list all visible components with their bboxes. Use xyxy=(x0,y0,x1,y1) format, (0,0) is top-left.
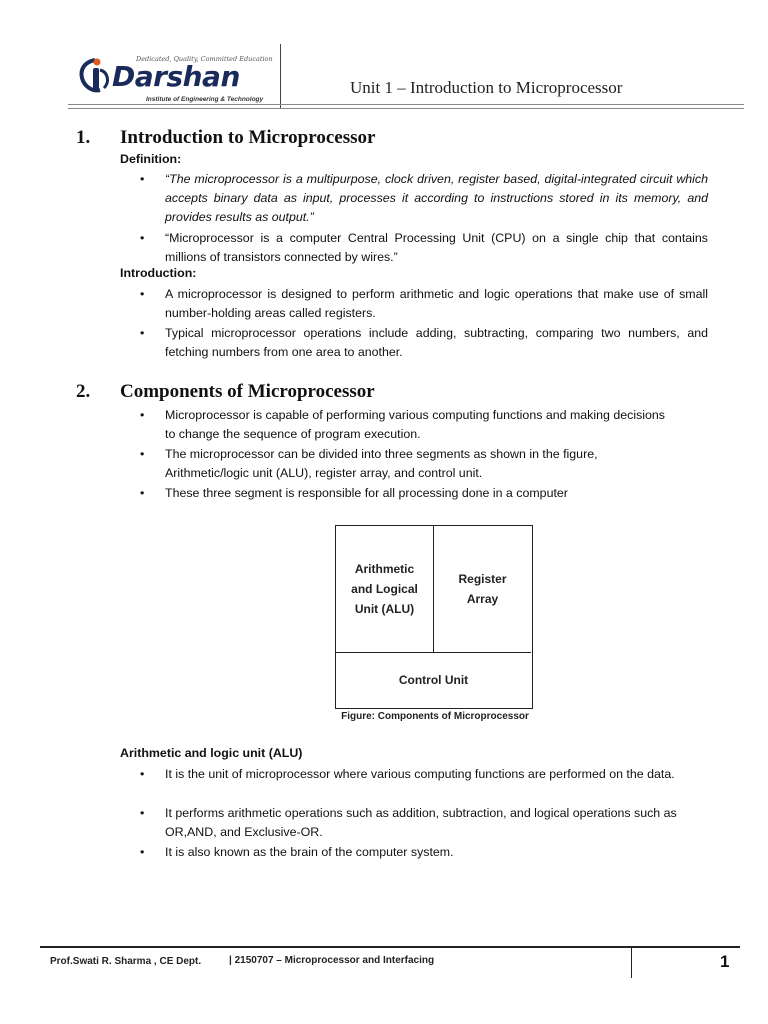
list-item-text: A microprocessor is designed to perform arithmetic and logic operations that make use of small number-holding areas called registers. xyxy=(165,287,708,320)
diagram-block-control-unit xyxy=(336,653,531,707)
bullet-icon: • xyxy=(140,845,145,859)
footer-rule xyxy=(40,946,740,948)
bullet-icon: • xyxy=(140,172,145,186)
section-heading-2 xyxy=(76,381,375,403)
section-title: Introduction to Microprocessor xyxy=(120,127,376,148)
page-header xyxy=(68,44,744,108)
list-item-text: These three segment is responsible for all processing done in a computer xyxy=(165,486,568,500)
list-item-text: The microprocessor can be divided into three segments as shown in the figure, Arithmetic/logic unit (ALU), register array, and control unit. xyxy=(165,447,598,480)
logo-subtitle: Institute of Engineering & Technology xyxy=(146,96,264,103)
bullet-icon: • xyxy=(140,287,145,301)
logo-name: Darshan xyxy=(112,60,240,93)
alu-heading: Arithmetic and logic unit (ALU) xyxy=(120,746,303,760)
list-item-text: Typical microprocessor operations include adding, subtracting, comparing two numbers, and fetching numbers from one area to another. xyxy=(165,326,708,359)
section-title: Components of Microprocessor xyxy=(120,381,375,402)
list-item-text: “Microprocessor is a computer Central Processing Unit (CPU) on a single chip that contains millions of transistors connected by wires.” xyxy=(165,231,708,264)
bullet-icon: • xyxy=(140,486,145,500)
list-item-text: It is the unit of microprocessor where various computing functions are performed on the data. xyxy=(165,767,675,781)
header-divider xyxy=(280,44,281,108)
bullet-icon: • xyxy=(140,408,145,422)
section-number: 1. xyxy=(76,127,91,148)
section-number: 2. xyxy=(76,381,91,402)
list-item-text: It performs arithmetic operations such as addition, subtraction, and logical operations such as OR,AND, and Exclusive-OR. xyxy=(165,806,677,839)
diagram-block-label: Register Array xyxy=(458,572,507,606)
bullet-icon: • xyxy=(140,806,145,820)
figure-caption: Figure: Components of Microprocessor xyxy=(341,711,529,722)
page-number: 1 xyxy=(720,952,730,971)
institute-logo xyxy=(76,50,276,102)
introduction-label: Introduction: xyxy=(120,266,197,280)
diagram-block-label: Control Unit xyxy=(398,673,469,687)
logo-emblem-icon xyxy=(78,56,112,96)
list-item-text: “The microprocessor is a multipurpose, clock driven, register based, digital-integrated circuit which accepts binary data as input, processes it according to instructions stored in its memory, and provides results as output.” xyxy=(165,172,708,224)
footer-divider xyxy=(631,948,632,978)
bullet-icon: • xyxy=(140,447,145,461)
list-item-text: It is also known as the brain of the computer system. xyxy=(165,845,454,859)
footer-course: | 2150707 – Microprocessor and Interfacing xyxy=(229,955,435,966)
header-rule xyxy=(68,104,744,109)
list-item-text: Microprocessor is capable of performing various computing functions and making decisions to change the sequence of program execution. xyxy=(165,408,665,441)
bullet-icon: • xyxy=(140,326,145,340)
section-heading-1 xyxy=(76,127,375,149)
footer-author: Prof.Swati R. Sharma , CE Dept. xyxy=(50,956,202,967)
logo-tagline: Dedicated, Quality, Committed Education xyxy=(136,55,273,63)
bullet-icon: • xyxy=(140,767,145,781)
bullet-icon: • xyxy=(140,231,145,245)
definition-label: Definition: xyxy=(120,152,182,166)
diagram-block-register-array xyxy=(434,526,531,653)
page-title: Unit 1 – Introduction to Microprocessor xyxy=(350,78,623,97)
diagram-block-alu xyxy=(336,526,434,653)
components-diagram xyxy=(335,525,533,709)
diagram-block-label: Arithmetic and Logical Unit (ALU) xyxy=(351,562,418,616)
